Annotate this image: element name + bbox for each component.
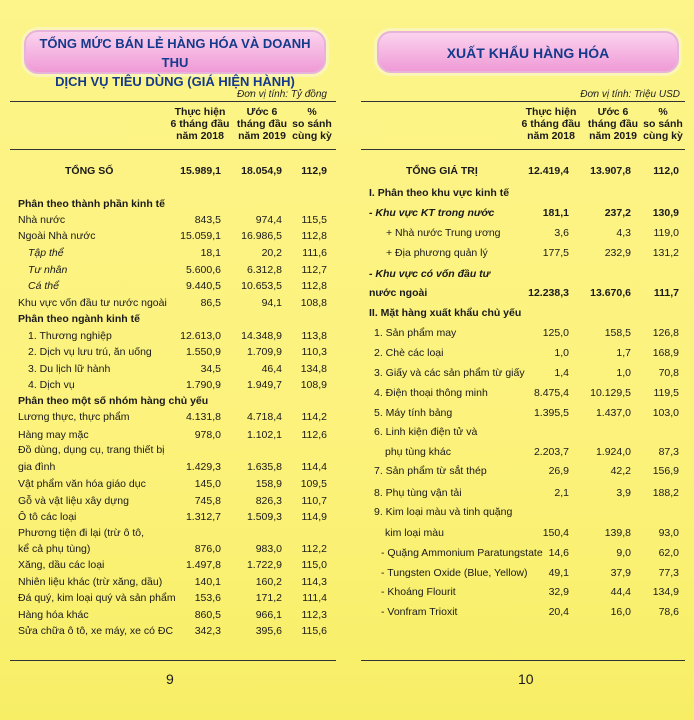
row-value-2: 158,5 [604, 327, 631, 339]
row-value-2: 139,8 [604, 527, 631, 539]
row-value-1: 2,1 [554, 487, 569, 499]
export-header-col3: % so sánh cùng kỳ [643, 106, 683, 142]
table-row [10, 344, 340, 360]
table-row [10, 476, 340, 492]
row-label: kim loại màu [385, 527, 444, 539]
table-header-rule [361, 149, 685, 150]
row-value-1: 2.203,7 [533, 446, 569, 458]
retail-header-col1: Thực hiện 6 tháng đầu năm 2018 [170, 106, 230, 142]
row-value-3: 93,0 [658, 527, 679, 539]
table-row [361, 285, 691, 301]
row-label: phụ tùng khác [385, 446, 451, 458]
row-value-1: 150,4 [542, 527, 569, 539]
row-label: 1. Thương nghiệp [28, 330, 112, 342]
row-value-3: 131,2 [652, 247, 679, 259]
row-value-2: 158,9 [255, 478, 282, 490]
row-value-3: 168,9 [652, 347, 679, 359]
export-unit: Đơn vị tính: Triệu USD [580, 89, 680, 100]
table-row [361, 365, 691, 381]
row-label: 9. Kim loại màu và tinh quặng [374, 506, 513, 518]
row-value-3: 70,8 [658, 367, 679, 379]
row-value-2: 1.635,8 [246, 461, 282, 473]
row-value-1: 12.238,3 [528, 287, 569, 299]
row-value-2: 974,4 [255, 214, 282, 226]
row-value-2: 395,6 [255, 625, 282, 637]
row-value-1: 140,1 [194, 576, 221, 588]
row-value-1: 145,0 [194, 478, 221, 490]
row-value-3: 111,7 [653, 287, 679, 299]
row-label: 3. Giấy và các sản phẩm từ giấy [374, 367, 525, 379]
row-value-1: 1,0 [554, 347, 569, 359]
row-value-1: 14,6 [548, 547, 569, 559]
row-value-2: 42,2 [610, 465, 631, 477]
row-value-1: 876,0 [194, 543, 221, 555]
row-value-2: 826,3 [255, 495, 282, 507]
row-value-1: 5.600,6 [185, 264, 221, 276]
row-value-3: 111,6 [302, 247, 327, 259]
row-value-2: 10.129,5 [590, 387, 631, 399]
row-value-3: 188,2 [652, 487, 679, 499]
row-value-3: 115,5 [301, 214, 327, 226]
table-row [10, 196, 340, 212]
row-label: 4. Điện thoại thông minh [374, 387, 488, 399]
row-label: 2. Dịch vụ lưu trú, ăn uống [28, 346, 152, 358]
row-value-1: 12.419,4 [528, 165, 569, 177]
row-value-3: 77,3 [658, 567, 679, 579]
retail-unit: Đơn vị tính: Tỷ đồng [237, 89, 327, 100]
row-value-3: 112,8 [301, 280, 327, 292]
row-value-2: 10.653,5 [241, 280, 282, 292]
table-row [10, 393, 340, 409]
row-value-3: 114,9 [301, 511, 327, 523]
export-header-col2: Ước 6 tháng đầu năm 2019 [587, 106, 639, 142]
row-value-1: 15.989,1 [180, 165, 221, 177]
row-value-2: 14.348,9 [241, 330, 282, 342]
row-value-2: 1.509,3 [246, 511, 282, 523]
row-label: Hàng hóa khác [18, 609, 89, 621]
table-row [10, 442, 340, 458]
row-value-2: 16,0 [610, 606, 631, 618]
row-value-2: 160,2 [255, 576, 282, 588]
table-row [361, 385, 691, 401]
row-label: Phân theo thành phần kinh tế [18, 198, 165, 210]
row-value-1: 1.550,9 [185, 346, 221, 358]
row-value-2: 1.709,9 [246, 346, 282, 358]
row-label: Xăng, dầu các loại [18, 559, 105, 571]
table-header-rule [10, 149, 336, 150]
row-value-3: 126,8 [652, 327, 679, 339]
row-value-1: 20,4 [548, 606, 569, 618]
table-row [361, 185, 691, 201]
row-label: 7. Sản phẩm từ sắt thép [374, 465, 487, 477]
row-value-3: 108,8 [300, 297, 327, 309]
table-row [10, 377, 340, 393]
table-top-rule [10, 101, 336, 102]
row-value-3: 112,7 [301, 264, 327, 276]
table-row [10, 278, 340, 294]
table-row [10, 541, 340, 557]
table-row [361, 463, 691, 479]
table-row [361, 325, 691, 341]
row-value-2: 18.054,9 [241, 165, 282, 177]
table-row [10, 427, 340, 443]
row-label: Lương thực, thực phẩm [18, 411, 130, 423]
row-value-1: 177,5 [542, 247, 569, 259]
row-value-3: 115,6 [301, 625, 327, 637]
row-value-2: 983,0 [255, 543, 282, 555]
row-label: II. Mặt hàng xuất khẩu chủ yếu [369, 307, 522, 319]
table-row [10, 361, 340, 377]
row-value-1: 34,5 [200, 363, 221, 375]
row-value-2: 232,9 [604, 247, 631, 259]
table-row [361, 525, 691, 541]
row-value-3: 112,3 [301, 609, 327, 621]
row-label: I. Phân theo khu vực kinh tế [369, 187, 510, 199]
export-title: XUẤT KHẨU HÀNG HÓA [446, 45, 610, 61]
row-value-3: 62,0 [658, 547, 679, 559]
table-row [361, 266, 691, 282]
right-page [347, 0, 694, 720]
table-row [361, 584, 691, 600]
table-row [10, 607, 340, 623]
row-value-3: 115,0 [301, 559, 327, 571]
row-label: Phân theo ngành kinh tế [18, 313, 140, 325]
page-number: 9 [166, 671, 174, 687]
row-value-1: 4.131,8 [185, 411, 221, 423]
table-row [10, 228, 340, 244]
row-label: 6. Linh kiện điện tử và [374, 426, 478, 438]
table-row [361, 485, 691, 501]
table-row [10, 574, 340, 590]
row-label: 8. Phụ tùng vận tải [374, 487, 462, 499]
row-value-3: 87,3 [658, 446, 679, 458]
table-row [10, 262, 340, 278]
row-value-1: 49,1 [548, 567, 569, 579]
row-value-2: 1.924,0 [595, 446, 631, 458]
retail-header-col2: Ước 6 tháng đầu năm 2019 [236, 106, 288, 142]
row-value-3: 114,3 [301, 576, 327, 588]
table-row [361, 504, 691, 520]
row-value-1: 181,1 [542, 207, 569, 219]
row-value-3: 112,2 [301, 543, 327, 555]
row-label: - Vonfram Trioxit [381, 606, 458, 618]
row-value-2: 4.718,4 [246, 411, 282, 423]
row-value-3: 110,7 [301, 495, 327, 507]
row-value-2: 44,4 [610, 586, 631, 598]
row-value-3: 78,6 [658, 606, 679, 618]
table-row [10, 525, 340, 541]
row-value-2: 94,1 [261, 297, 282, 309]
row-label: Vật phẩm văn hóa giáo dục [18, 478, 146, 490]
table-row [361, 345, 691, 361]
table-row [361, 205, 691, 221]
row-value-3: 156,9 [652, 465, 679, 477]
row-value-3: 134,8 [300, 363, 327, 375]
row-value-3: 119,5 [653, 387, 679, 399]
table-row [361, 424, 691, 440]
row-value-3: 119,0 [653, 227, 679, 239]
table-row [10, 623, 340, 639]
row-value-2: 13.907,8 [590, 165, 631, 177]
table-row [361, 163, 691, 179]
row-label: - Khu vực KT trong nước [369, 207, 495, 219]
table-row [361, 545, 691, 561]
row-value-3: 113,8 [301, 330, 327, 342]
table-row [10, 509, 340, 525]
row-value-2: 171,2 [255, 592, 282, 604]
row-value-1: 1.395,5 [533, 407, 569, 419]
table-row [361, 565, 691, 581]
row-label: Đá quý, kim loại quý và sản phẩm [18, 592, 176, 604]
row-value-2: 966,1 [255, 609, 282, 621]
table-bottom-rule [361, 660, 685, 661]
row-label: Gỗ và vật liệu xây dựng [18, 495, 129, 507]
row-label: nước ngoài [369, 287, 428, 299]
row-label: Tập thể [28, 247, 64, 259]
table-row [10, 590, 340, 606]
export-header-col1: Thực hiện 6 tháng đầu năm 2018 [521, 106, 581, 142]
row-value-1: 9.440,5 [185, 280, 221, 292]
row-value-1: 86,5 [200, 297, 221, 309]
row-label: TỔNG SỐ [65, 165, 114, 177]
table-row [10, 493, 340, 509]
row-label: Phân theo một số nhóm hàng chủ yếu [18, 395, 209, 407]
table-row [10, 311, 340, 327]
row-label: 2. Chè các loại [374, 347, 444, 359]
row-value-1: 1,4 [554, 367, 569, 379]
row-value-2: 1.437,0 [595, 407, 631, 419]
table-row [10, 163, 340, 179]
row-value-1: 125,0 [542, 327, 569, 339]
row-label: Hàng may mặc [18, 429, 89, 441]
table-row [361, 444, 691, 460]
row-label: Cá thể [28, 280, 59, 292]
row-value-2: 46,4 [261, 363, 282, 375]
row-value-3: 114,4 [301, 461, 327, 473]
row-label: Tư nhân [28, 264, 68, 276]
retail-title-box [24, 30, 326, 89]
row-label: - Tungsten Oxide (Blue, Yellow) [381, 567, 528, 579]
export-title-box [377, 31, 679, 73]
row-label: 3. Du lịch lữ hành [28, 363, 111, 375]
table-row [10, 295, 340, 311]
table-row [10, 557, 340, 573]
row-value-2: 1,7 [616, 347, 631, 359]
row-value-3: 112,9 [301, 165, 327, 177]
row-value-2: 6.312,8 [246, 264, 282, 276]
row-label: - Khoáng Flourit [381, 586, 456, 598]
retail-header-col3: % so sánh cùng kỳ [292, 106, 332, 142]
row-value-3: 111,4 [302, 592, 327, 604]
row-value-2: 3,9 [616, 487, 631, 499]
row-label: Khu vực vốn đầu tư nước ngoài [18, 297, 167, 309]
row-value-1: 32,9 [548, 586, 569, 598]
row-value-2: 1.102,1 [246, 429, 282, 441]
row-value-3: 112,6 [301, 429, 327, 441]
row-label: gia đình [18, 461, 56, 473]
table-row [361, 405, 691, 421]
table-row [10, 409, 340, 425]
row-value-1: 843,5 [194, 214, 221, 226]
table-row [361, 245, 691, 261]
row-value-2: 13.670,6 [590, 287, 631, 299]
row-value-2: 16.986,5 [241, 230, 282, 242]
table-row [361, 225, 691, 241]
row-value-2: 237,2 [604, 207, 631, 219]
row-value-1: 860,5 [194, 609, 221, 621]
table-row [10, 328, 340, 344]
row-label: Đồ dùng, dụng cụ, trang thiết bị [18, 444, 165, 456]
row-label: Phương tiện đi lại (trừ ô tô, [18, 527, 144, 539]
row-value-1: 12.613,0 [180, 330, 221, 342]
row-value-1: 1.497,8 [185, 559, 221, 571]
row-value-2: 9,0 [616, 547, 631, 559]
row-value-3: 112,0 [653, 165, 679, 177]
table-row [361, 305, 691, 321]
row-label: Nhà nước [18, 214, 66, 226]
row-value-1: 1.429,3 [185, 461, 221, 473]
row-label: - Quặng Ammonium Paratungstate [381, 547, 543, 559]
row-value-3: 110,3 [301, 346, 327, 358]
table-row [361, 604, 691, 620]
row-value-2: 4,3 [616, 227, 631, 239]
row-value-1: 153,6 [194, 592, 221, 604]
table-bottom-rule [10, 660, 336, 661]
row-value-1: 3,6 [554, 227, 569, 239]
row-value-2: 37,9 [610, 567, 631, 579]
row-value-3: 114,2 [301, 411, 327, 423]
row-label: + Nhà nước Trung ương [386, 227, 501, 239]
row-value-3: 112,8 [301, 230, 327, 242]
row-label: 5. Máy tính bảng [374, 407, 453, 419]
row-value-1: 1.790,9 [185, 379, 221, 391]
row-value-3: 134,9 [652, 586, 679, 598]
retail-title-line2: DỊCH VỤ TIÊU DÙNG (GIÁ HIỆN HÀNH) [55, 74, 295, 89]
row-value-3: 130,9 [652, 207, 679, 219]
row-label: kể cả phụ tùng) [18, 543, 91, 555]
table-top-rule [361, 101, 685, 102]
row-label: 1. Sản phẩm may [374, 327, 457, 339]
row-value-1: 15.059,1 [180, 230, 221, 242]
row-value-3: 109,5 [300, 478, 327, 490]
row-value-1: 342,3 [194, 625, 221, 637]
row-label: + Địa phương quản lý [386, 247, 488, 259]
retail-title-line1: TỔNG MỨC BÁN LẺ HÀNG HÓA VÀ DOANH THU [39, 36, 311, 70]
page-number: 10 [518, 671, 534, 687]
row-value-1: 26,9 [548, 465, 569, 477]
row-value-3: 103,0 [652, 407, 679, 419]
table-row [10, 245, 340, 261]
row-value-3: 108,9 [300, 379, 327, 391]
row-value-2: 1.722,9 [246, 559, 282, 571]
row-label: Ô tô các loại [18, 511, 77, 523]
row-value-2: 20,2 [261, 247, 282, 259]
row-label: 4. Dịch vụ [28, 379, 75, 391]
row-value-1: 1.312,7 [185, 511, 221, 523]
row-label: Nhiên liệu khác (trừ xăng, dầu) [18, 576, 163, 588]
row-label: Sửa chữa ô tô, xe máy, xe có ĐC [18, 625, 174, 637]
table-row [10, 212, 340, 228]
row-value-2: 1.949,7 [246, 379, 282, 391]
row-value-1: 745,8 [194, 495, 221, 507]
row-value-2: 1,0 [616, 367, 631, 379]
row-value-1: 8.475,4 [533, 387, 569, 399]
row-value-1: 18,1 [200, 247, 221, 259]
row-label: TỔNG GIÁ TRỊ [406, 165, 478, 177]
row-value-1: 978,0 [194, 429, 221, 441]
table-row [10, 459, 340, 475]
row-label: Ngoài Nhà nước [18, 230, 96, 242]
row-label: - Khu vực có vốn đầu tư [369, 268, 491, 280]
